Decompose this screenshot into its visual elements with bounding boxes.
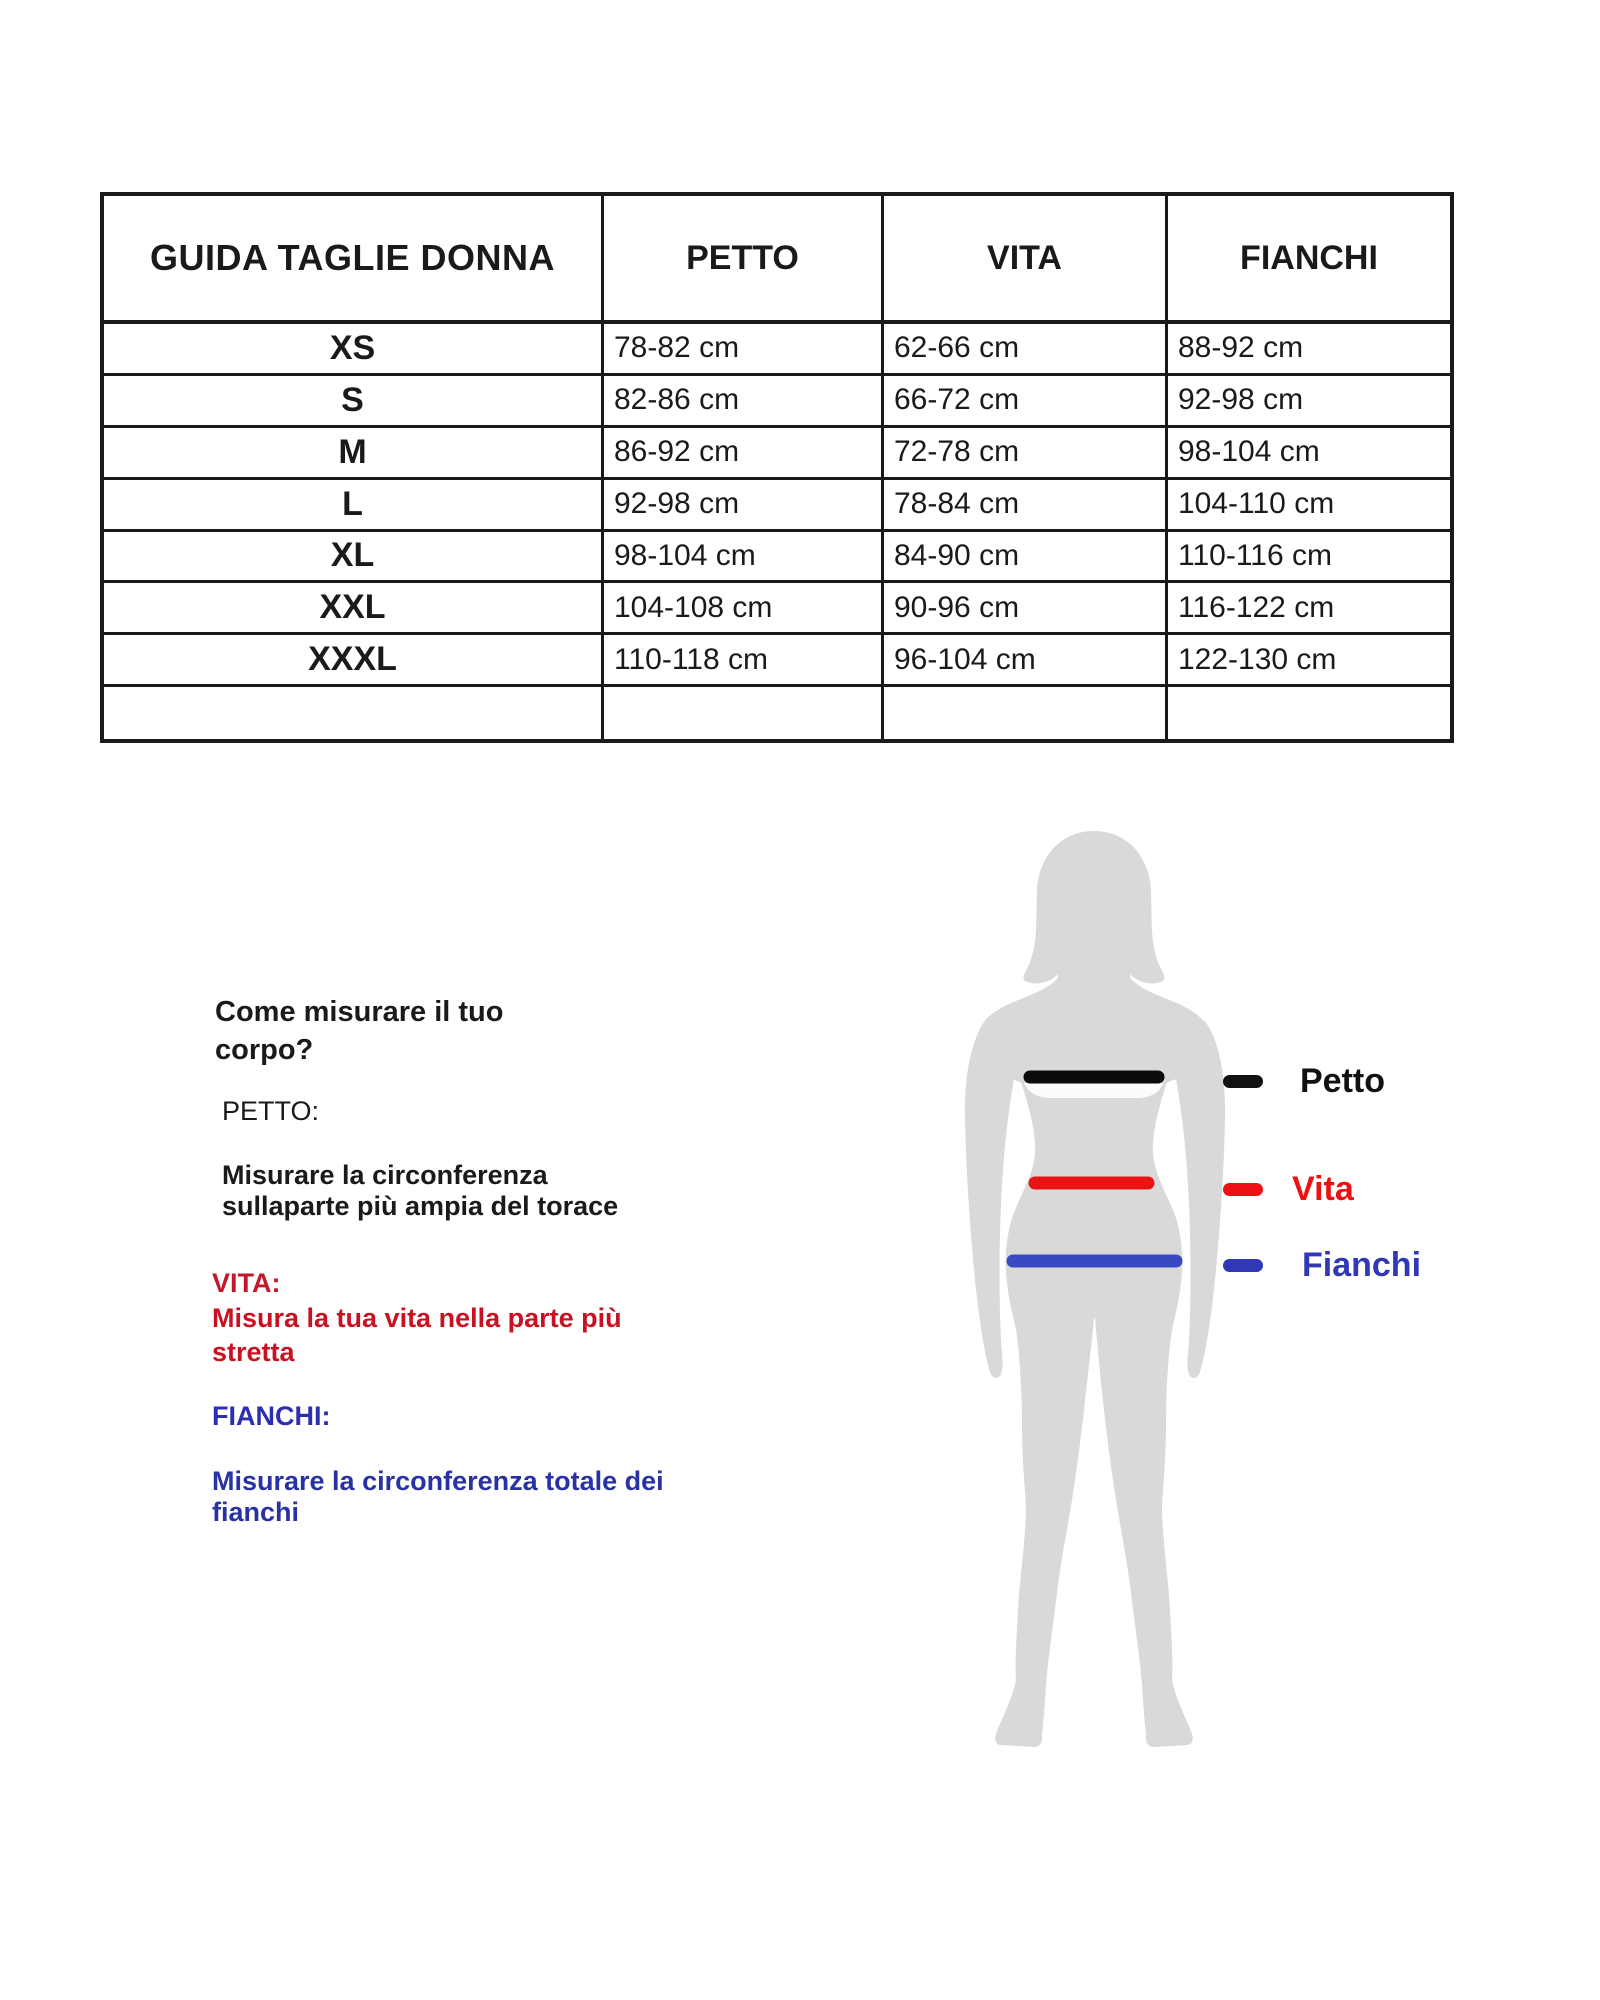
petto-section-body: Misurare la circonferenza sullaparte più ampia del torace [222, 1160, 619, 1221]
fianchi-cell: 92-98 cm [1168, 376, 1450, 428]
underbust-highlight [1024, 1083, 1163, 1098]
size-guide-table [100, 192, 1454, 743]
fianchi-dash-icon [1223, 1259, 1263, 1272]
petto-dash-icon [1223, 1075, 1263, 1088]
empty-vita-cell [884, 687, 1168, 739]
petto-cell: 110-118 cm [604, 635, 884, 687]
vita-section-heading: VITA: [212, 1268, 281, 1298]
vita-cell: 78-84 cm [884, 480, 1168, 532]
vita-cell: 62-66 cm [884, 324, 1168, 376]
fianchi-section-heading: FIANCHI: [212, 1401, 331, 1431]
size-cell: XXL [104, 583, 604, 635]
size-cell: XS [104, 324, 604, 376]
vita-dash-icon [1223, 1183, 1263, 1196]
petto-cell: 104-108 cm [604, 583, 884, 635]
fianchi-cell: 110-116 cm [1168, 532, 1450, 584]
female-body-measurement-diagram [930, 820, 1270, 1780]
size-cell: XL [104, 532, 604, 584]
table-header-fianchi: FIANCHI [1168, 196, 1450, 324]
petto-cell: 86-92 cm [604, 428, 884, 480]
petto-cell: 82-86 cm [604, 376, 884, 428]
instructions-title: Come misurare il tuo corpo? [215, 996, 504, 1066]
fianchi-cell: 122-130 cm [1168, 635, 1450, 687]
vita-cell: 90-96 cm [884, 583, 1168, 635]
size-cell: S [104, 376, 604, 428]
vita-cell: 72-78 cm [884, 428, 1168, 480]
petto-section-heading: PETTO: [222, 1096, 320, 1126]
fianchi-section-body: Misurare la circonferenza totale dei fianchi [212, 1466, 664, 1527]
legend-item-fianchi [1223, 1248, 1421, 1282]
vita-cell: 96-104 cm [884, 635, 1168, 687]
vita-cell: 84-90 cm [884, 532, 1168, 584]
empty-size-cell [104, 687, 604, 739]
fianchi-cell: 88-92 cm [1168, 324, 1450, 376]
table-header-guide: GUIDA TAGLIE DONNA [104, 196, 604, 324]
petto-cell: 92-98 cm [604, 480, 884, 532]
vita-cell: 66-72 cm [884, 376, 1168, 428]
empty-fianchi-cell [1168, 687, 1450, 739]
petto-cell: 98-104 cm [604, 532, 884, 584]
silhouette-head [1024, 831, 1165, 1000]
legend-label-fianchi: Fianchi [1302, 1246, 1422, 1284]
fianchi-cell: 104-110 cm [1168, 480, 1450, 532]
legend-label-vita: Vita [1292, 1170, 1354, 1208]
fianchi-cell: 116-122 cm [1168, 583, 1450, 635]
vita-section-body: Misura la tua vita nella parte più stretta [212, 1303, 622, 1367]
empty-petto-cell [604, 687, 884, 739]
size-cell: XXXL [104, 635, 604, 687]
legend-label-petto: Petto [1300, 1062, 1385, 1100]
table-header-petto: PETTO [604, 196, 884, 324]
size-cell: L [104, 480, 604, 532]
table-header-vita: VITA [884, 196, 1168, 324]
fianchi-cell: 98-104 cm [1168, 428, 1450, 480]
petto-cell: 78-82 cm [604, 324, 884, 376]
legend-item-petto [1223, 1064, 1385, 1098]
size-cell: M [104, 428, 604, 480]
legend-item-vita [1223, 1172, 1354, 1206]
